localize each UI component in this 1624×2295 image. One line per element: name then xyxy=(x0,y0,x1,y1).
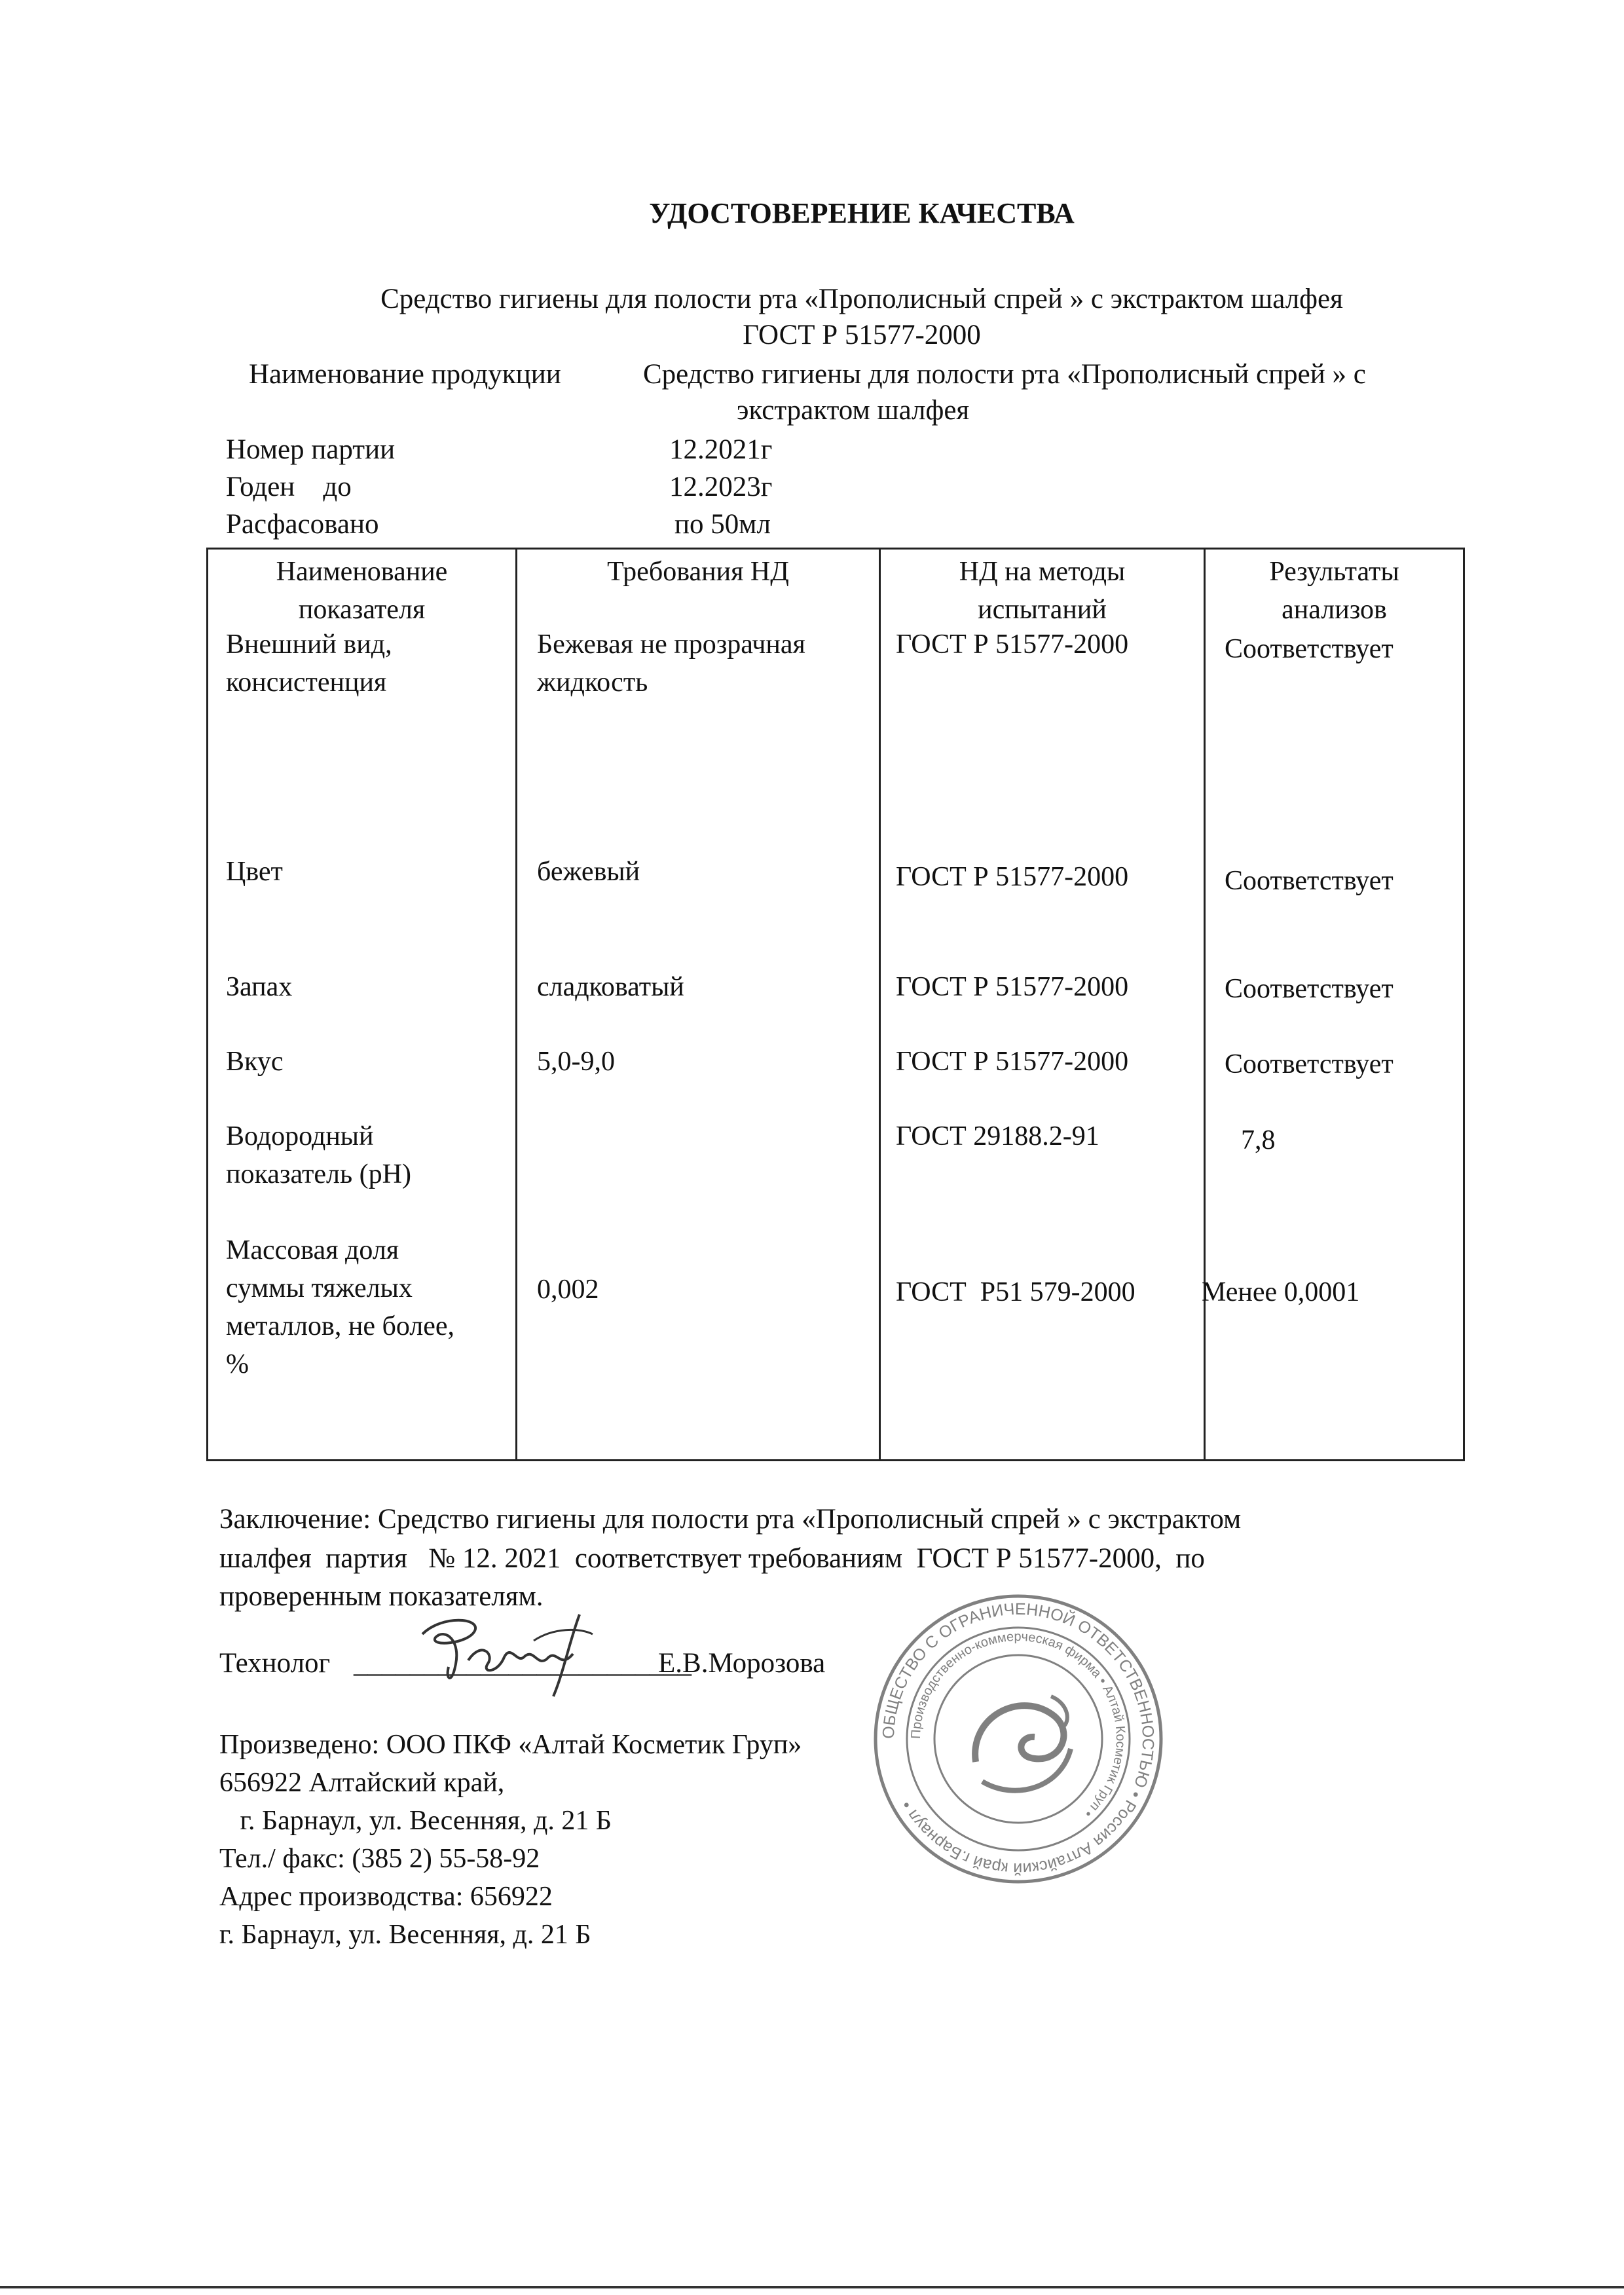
packed-value: по 50мл xyxy=(674,509,771,540)
batch-label: Номер партии xyxy=(226,434,396,465)
company-stamp xyxy=(871,1592,1166,1886)
table-border-bottom xyxy=(206,1459,1465,1461)
table-row-requirement: сладковатый xyxy=(537,972,684,1002)
standard-subtitle: ГОСТ Р 51577-2000 xyxy=(743,320,981,350)
table-border-left xyxy=(206,548,208,1461)
stamp-outer-text: ОБЩЕСТВО С ОГРАНИЧЕННОЙ ОТВЕТСТВЕННОСТЬЮ • Россия Алтайский край г.Барнаул • xyxy=(879,1599,1158,1878)
table-border-top xyxy=(206,548,1465,550)
table-row-name: Массовая доля суммы тяжелых металлов, не более, % xyxy=(226,1235,455,1379)
table-row-result: Соответствует xyxy=(1225,1049,1393,1079)
table-row-result: Менее 0,0001 xyxy=(1202,1277,1360,1307)
table-row-requirement: 0,002 xyxy=(537,1275,599,1305)
table-row-requirement: 5,0-9,0 xyxy=(537,1047,615,1077)
table-row-method: ГОСТ Р51 579-2000 xyxy=(896,1277,1135,1307)
valid-until-label: Годен до xyxy=(226,472,352,502)
table-row-result: Соответствует xyxy=(1225,974,1393,1004)
batch-value: 12.2021г xyxy=(669,434,773,465)
producer-line5: Адрес производства: 656922 xyxy=(219,1882,553,1912)
table-col-divider xyxy=(515,548,517,1461)
header-results: Результаты анализов xyxy=(1269,557,1399,625)
table-row-method: ГОСТ Р 51577-2000 xyxy=(896,1047,1129,1077)
table-row-method: ГОСТ Р 51577-2000 xyxy=(896,972,1129,1002)
producer-line6: г. Барнаул, ул. Весенняя, д. 21 Б xyxy=(219,1920,591,1950)
table-row-name: Водородный показатель (pH) xyxy=(226,1121,411,1189)
table-row-method: ГОСТ 29188.2-91 xyxy=(896,1121,1099,1151)
signatory-name: Е.В.Морозова xyxy=(658,1648,826,1679)
table-border-right xyxy=(1463,548,1465,1461)
table-row-requirement: Бежевая не прозрачная жидкость xyxy=(537,629,805,698)
table-row-result: Соответствует xyxy=(1225,866,1393,896)
conclusion-line2: шалфея партия № 12. 2021 соответствует требованиям ГОСТ Р 51577-2000, по xyxy=(219,1543,1205,1574)
handwritten-signature xyxy=(383,1601,619,1700)
document-title: УДОСТОВЕРЕНИЕ КАЧЕСТВА xyxy=(649,197,1075,229)
scan-edge-line xyxy=(0,2286,1624,2288)
producer-line3: г. Барнаул, ул. Весенняя, д. 21 Б xyxy=(219,1806,612,1836)
signature-line: ________________________ xyxy=(354,1648,692,1679)
header-requirements: Требования НД xyxy=(607,557,789,587)
table-row-result: 7,8 xyxy=(1241,1125,1276,1155)
product-name-value-line1: Средство гигиены для полости рта «Прополисный спрей » с xyxy=(643,359,1366,390)
table-row-name: Вкус xyxy=(226,1047,284,1077)
signatory-role: Технолог xyxy=(219,1648,331,1679)
stamp-logo-icon xyxy=(975,1696,1071,1791)
product-subtitle: Средство гигиены для полости рта «Прополисный спрей » с экстрактом шалфея xyxy=(380,284,1343,314)
header-indicator: Наименование показателя xyxy=(276,557,448,625)
conclusion-line1: Заключение: Средство гигиены для полости рта «Прополисный спрей » с экстрактом xyxy=(219,1504,1242,1535)
table-row-name: Запах xyxy=(226,972,293,1002)
table-row-method: ГОСТ Р 51577-2000 xyxy=(896,862,1129,892)
product-name-value-line2: экстрактом шалфея xyxy=(737,395,970,426)
conclusion-line3: проверенным показателям. xyxy=(219,1581,544,1612)
table-col-divider xyxy=(1204,548,1206,1461)
table-col-divider xyxy=(879,548,881,1461)
packed-label: Расфасовано xyxy=(226,509,379,540)
producer-line1: Произведено: ООО ПКФ «Алтай Косметик Груп» xyxy=(219,1730,802,1760)
producer-line4: Тел./ факс: (385 2) 55-58-92 xyxy=(219,1844,540,1874)
header-test-methods: НД на методы испытаний xyxy=(959,557,1126,625)
valid-until-value: 12.2023г xyxy=(669,472,773,502)
product-name-label: Наименование продукции xyxy=(249,359,561,390)
producer-line2: 656922 Алтайский край, xyxy=(219,1768,505,1798)
stamp-inner-text: Производственно-коммерческая фирма • Алтай Косметик Груп • xyxy=(908,1629,1128,1821)
table-row-result: Соответствует xyxy=(1225,634,1393,664)
table-row-requirement: бежевый xyxy=(537,857,640,887)
table-row-name: Внешний вид, консистенция xyxy=(226,629,392,698)
table-row-method: ГОСТ Р 51577-2000 xyxy=(896,629,1129,660)
table-row-name: Цвет xyxy=(226,857,283,887)
